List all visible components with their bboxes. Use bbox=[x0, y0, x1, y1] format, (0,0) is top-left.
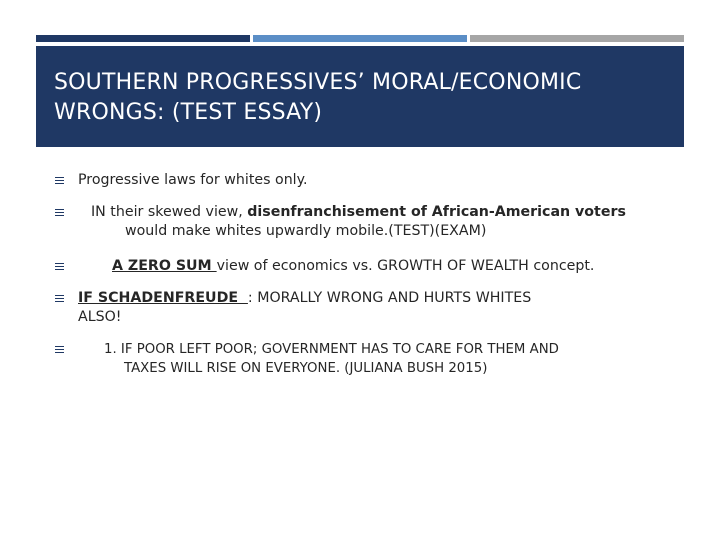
accent-bar-medium bbox=[253, 35, 467, 42]
bullet-text bbox=[78, 171, 685, 190]
bullet-rest: : MORALLY WRONG AND HURTS WHITES bbox=[247, 290, 532, 306]
bullet-bold-underline-phrase: IF SCHADENFREUDE bbox=[78, 290, 248, 306]
title-band bbox=[36, 46, 684, 147]
bullet-line-continued: ALSO! bbox=[78, 309, 122, 325]
bullet-line: 1. IF POOR LEFT POOR; GOVERNMENT HAS TO CARE FOR THEM AND bbox=[104, 342, 559, 357]
bullet-lines-icon bbox=[55, 177, 64, 184]
accent-bar-dark bbox=[36, 35, 250, 42]
bullet-line: Progressive laws for whites only. bbox=[78, 172, 308, 188]
bullet-line-continued: would make whites upwardly mobile.(TEST)(EXAM) bbox=[125, 223, 487, 239]
bullet-lines-icon bbox=[55, 346, 64, 353]
bullet-prefix: IN their skewed view, bbox=[91, 204, 248, 220]
bullet-bold-underline-phrase: A ZERO SUM bbox=[112, 258, 217, 274]
bullet-bold-phrase: disenfranchisement of African-American voters bbox=[247, 204, 626, 220]
bullet-line bbox=[112, 257, 685, 276]
bullet-line-continued: TAXES WILL RISE ON EVERYONE. (JULIANA BUSH 2015) bbox=[124, 361, 488, 376]
bullet-line bbox=[91, 203, 685, 222]
slide-title-line-1: SOUTHERN PROGRESSIVES’ MORAL/ECONOMIC bbox=[54, 70, 582, 95]
bullet-lines-icon bbox=[55, 209, 64, 216]
bullet-text bbox=[104, 340, 685, 378]
slide-title bbox=[54, 68, 684, 128]
bullet-line bbox=[78, 289, 685, 308]
bullet-text bbox=[112, 257, 685, 276]
accent-bar-gray bbox=[470, 35, 684, 42]
bullet-rest: view of economics vs. GROWTH OF WEALTH concept. bbox=[216, 258, 595, 274]
bullet-lines-icon bbox=[55, 295, 64, 302]
bullet-text bbox=[78, 289, 685, 327]
bullet-text bbox=[91, 203, 685, 241]
slide-title-line-2: WRONGS: (TEST ESSAY) bbox=[54, 100, 323, 125]
bullet-lines-icon bbox=[55, 263, 64, 270]
